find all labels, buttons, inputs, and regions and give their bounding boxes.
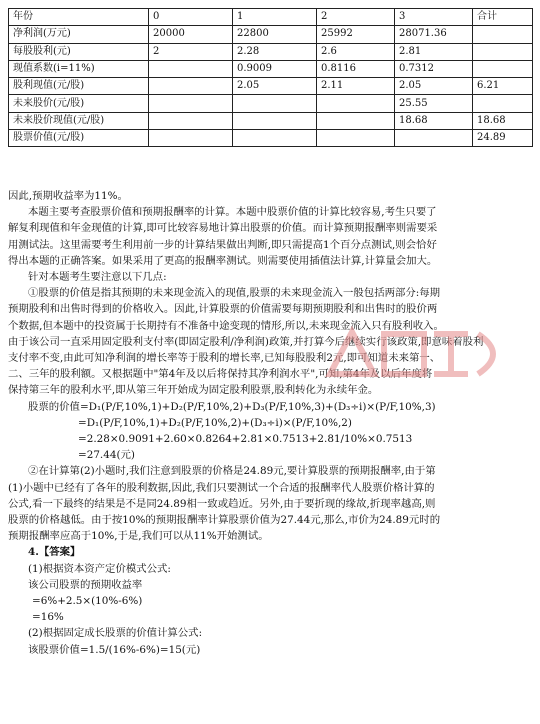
table-row-header: 每股股利(元) [9, 43, 149, 60]
text-line: 公式,看一下最终的结果是不是同24.89相一致或趋近。另外,由于要折现的缘故,折现率越高,则 [8, 497, 436, 510]
body-text [8, 188, 534, 658]
text-line: 解复利现值和年金现值的计算,即可比较容易地计算出股票的价值。而计算预期报酬率则需要采 [8, 222, 438, 235]
table-cell [317, 95, 395, 112]
text-line: 二、三年的股利额。又根据题中"第4年及以后将保持其净利润水平",可知,第4年及以后年度将 [8, 368, 433, 381]
table-cell: 2.81 [395, 43, 473, 60]
table-cell: 18.68 [395, 112, 473, 129]
table-row [9, 95, 533, 112]
table-row [9, 78, 533, 95]
table-row [9, 43, 533, 60]
table-cell: 25.55 [395, 95, 473, 112]
stock-valuation-table [8, 8, 533, 147]
formula-line: 股票的价值=D₁(P/F,10%,1)+D₂(P/F,10%,2)+D₃(P/F,10%,3)+(D₃÷i)×(P/F,10%,3) [28, 400, 436, 413]
formula-line: =27.44(元) [78, 449, 135, 462]
text-line: 股票的价格越低。由于按10%的预期报酬率计算股票价值为27.44元,那么,市价为24.89元时的 [8, 514, 441, 527]
table-cell [149, 78, 233, 95]
text-line: 因此,预期收益率为11%。 [8, 190, 128, 202]
table-cell: 0.9009 [233, 60, 317, 77]
table-cell: 2.28 [233, 43, 317, 60]
table-cell: 28071.36 [395, 26, 473, 43]
table-cell: 2.05 [233, 78, 317, 95]
table-row-header: 股利现值(元/股) [9, 78, 149, 95]
table-cell: 2.6 [317, 43, 395, 60]
table-cell: 2 [149, 43, 233, 60]
table-cell [149, 112, 233, 129]
table-cell: 2.05 [395, 78, 473, 95]
table-cell [317, 112, 395, 129]
answer-heading: 4.【答案】 [28, 546, 81, 559]
text-line: 本题主要考查股票价值和预期报酬率的计算。本题中股票价值的计算比较容易,考生只要了 [28, 206, 437, 219]
table-cell [395, 130, 473, 147]
table-cell [149, 95, 233, 112]
table-row [9, 26, 533, 43]
text-line: ①股票的价值是指其预期的未来现金流入的现值,股票的未来现金流入一般包括两部分:每期 [28, 287, 441, 300]
table-cell: 0.8116 [317, 60, 395, 77]
table-cell [473, 95, 533, 112]
table-row-header: 净利润(万元) [9, 26, 149, 43]
table-row [9, 112, 533, 129]
table-row-header: 现值系数(i=11%) [9, 60, 149, 77]
table-cell: 25992 [317, 26, 395, 43]
table-row [9, 9, 533, 26]
table-cell [473, 60, 533, 77]
table-cell: 24.89 [473, 130, 533, 147]
table-cell [233, 130, 317, 147]
table-cell: 3 [395, 9, 473, 26]
table-cell: 2.11 [317, 78, 395, 95]
text-line: 针对本题考生要注意以下几点: [28, 271, 167, 284]
text-line: 该股票价值=1.5/(16%-6%)=15(元) [28, 643, 201, 656]
text-line: 该公司股票的预期收益率 [28, 578, 143, 591]
table-cell: 0.7312 [395, 60, 473, 77]
table-cell [233, 112, 317, 129]
table-cell: 18.68 [473, 112, 533, 129]
text-line: (1)小题中已经有了各年的股利数据,因此,我们只要测试一个合适的报酬率代人股票价格计算的 [8, 481, 435, 494]
text-line: 得出本题的正确答案。如果采用了更高的报酬率测试。则需要使用插值法计算,计算量会加大。 [8, 254, 438, 267]
text-line: 用测试法。这里需要考生利用前一步的计算结果做出判断,即只需提高1个百分点测试,则会恰好 [8, 238, 437, 251]
table-cell [149, 60, 233, 77]
formula-line: =2.28×0.9091+2.60×0.8264+2.81×0.7513+2.81/10%×0.7513 [78, 433, 413, 446]
table-cell [317, 130, 395, 147]
formula-line: =D₁(P/F,10%,1)+D₂(P/F,10%,2)+(D₃÷i)×(P/F,10%,2) [78, 416, 352, 429]
table-row [9, 130, 533, 147]
table-cell: 1 [233, 9, 317, 26]
text-line: (2)根据固定成长股票的价值计算公式: [28, 627, 203, 640]
text-line: 预期股利和出售时得到的价格收入。因此,计算股票的价值需要每期预期股利和出售时的股价两 [8, 303, 438, 316]
text-line: (1)根据资本资产定价模式公式: [28, 562, 171, 575]
table-cell: 0 [149, 9, 233, 26]
table-cell: 2 [317, 9, 395, 26]
text-line: 由于该公司一直采用固定股利支付率(即固定股利/净利润)政策,并打算今后继续实行该政策,即意味着股利 [8, 335, 484, 348]
table-row-header: 未来股价(元/股) [9, 95, 149, 112]
table-row-header: 股票价值(元/股) [9, 130, 149, 147]
table-cell [473, 43, 533, 60]
table-cell: 6.21 [473, 78, 533, 95]
table-row [9, 60, 533, 77]
formula-line: =16% [32, 611, 64, 624]
text-line: 保持第三年的股利水平,即从第三年开始成为固定股利股票,股利转化为永续年金。 [8, 384, 379, 397]
table-cell: 合计 [473, 9, 533, 26]
formula-line: =6%+2.5×(10%-6%) [32, 595, 143, 608]
table-row-header: 未来股价现值(元/股) [9, 112, 149, 129]
table-row-header: 年份 [9, 9, 149, 26]
table-cell: 22800 [233, 26, 317, 43]
table-cell [473, 26, 533, 43]
text-line: 预期报酬率应高于10%,于是,我们可以从11%开始测试。 [8, 530, 269, 543]
text-line: 支付率不变,由此可知净利润的增长率等于股利的增长率,已知每股股利2元,即可知道未来第一、 [8, 352, 441, 365]
table-cell [149, 130, 233, 147]
table-body [9, 9, 533, 147]
table-cell [233, 95, 317, 112]
text-line: 个数据,但本题中的投资属于长期持有不准备中途变现的情形,所以,未来现金流入只有股利收入。 [8, 319, 444, 332]
table-cell: 20000 [149, 26, 233, 43]
text-line: ②在计算第(2)小题时,我们注意到股票的价格是24.89元,要计算股票的预期报酬率,由于第 [28, 465, 436, 478]
